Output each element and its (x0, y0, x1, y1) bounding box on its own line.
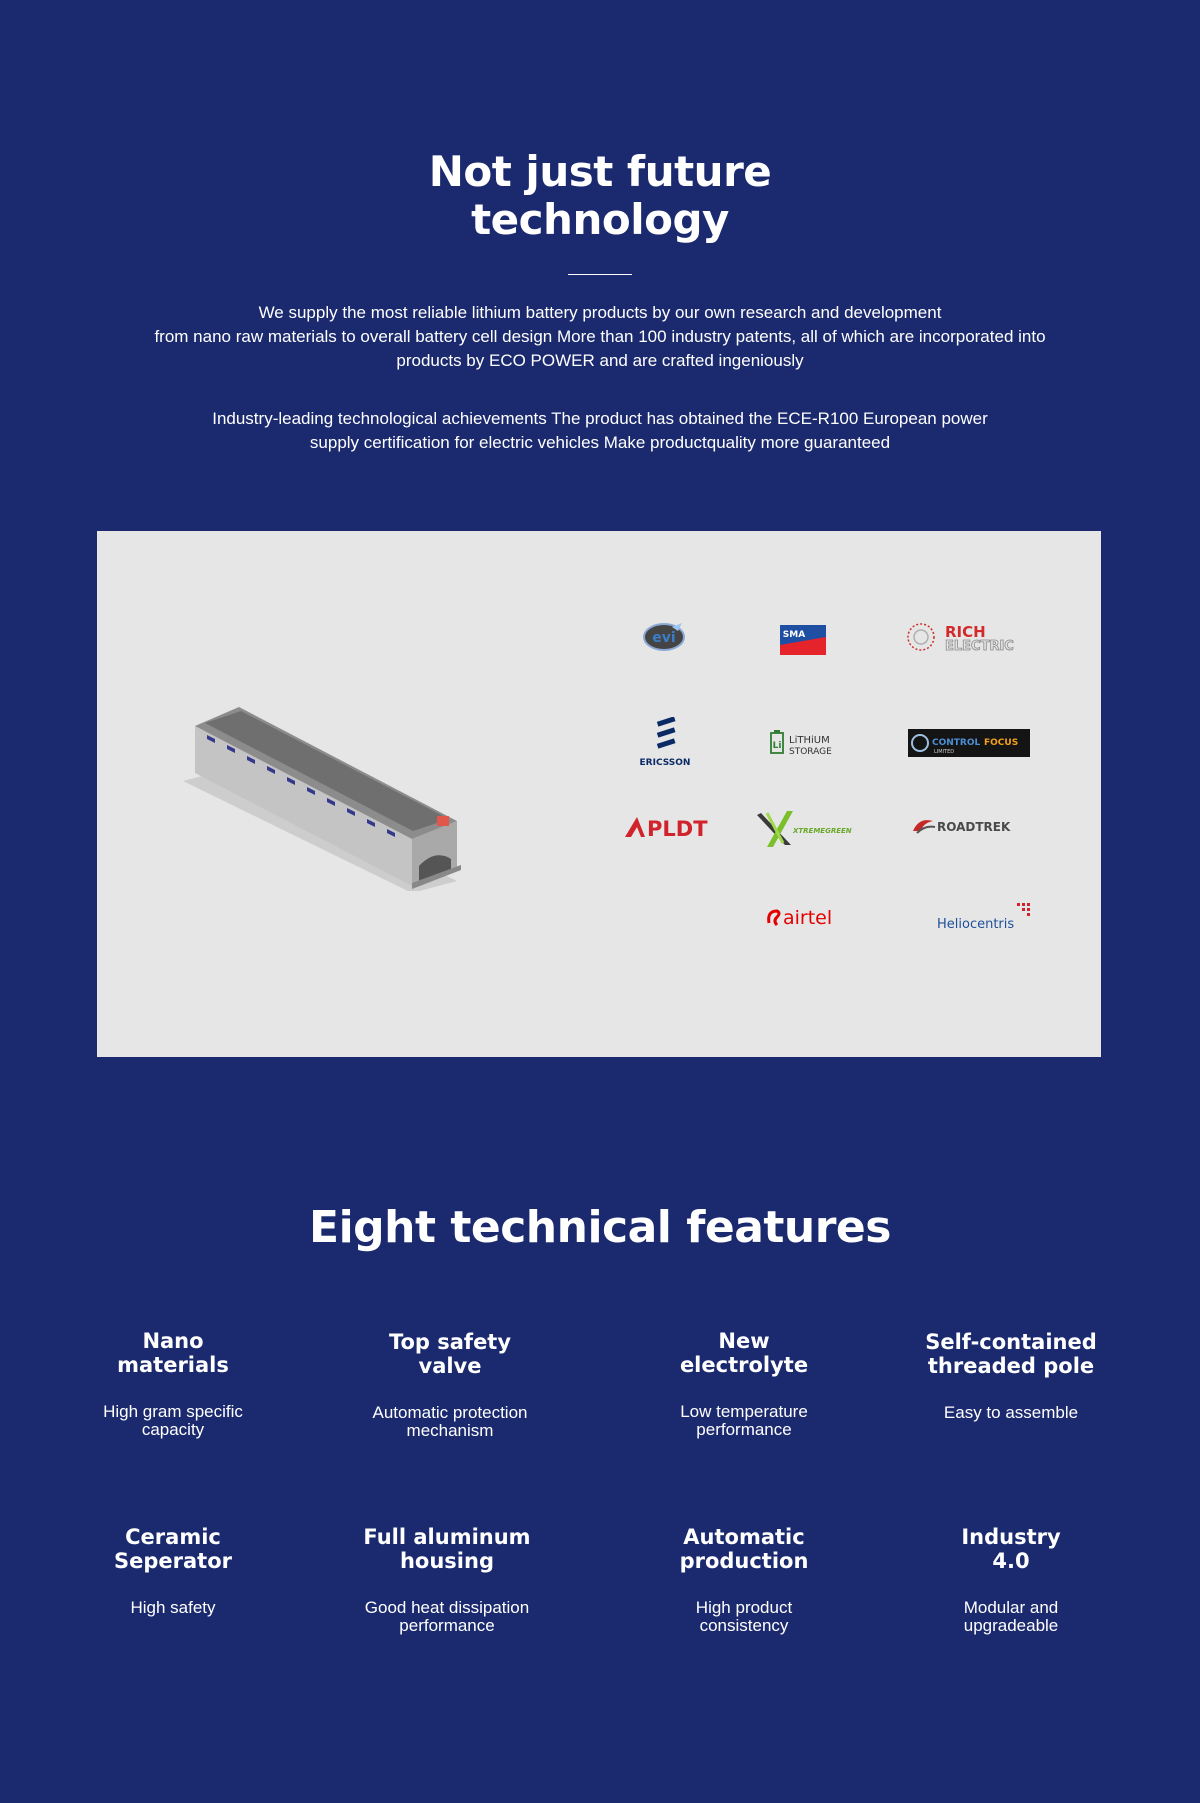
intro-line: from nano raw materials to overall battery cell design More than 100 industry patents, all of which are incorporated into (154, 327, 1046, 346)
feature-name (886, 1330, 1136, 1378)
feature-description-line: performance (696, 1420, 792, 1439)
feature-description-line: Automatic protection (372, 1403, 528, 1422)
feature-name-line: Ceramic (125, 1525, 221, 1549)
pldt-logo-text: PLDT (647, 817, 708, 841)
partner-logo-control-focus (908, 729, 1030, 757)
evi-logo-text: evi (652, 630, 676, 646)
feature-name (886, 1525, 1136, 1573)
feature-name-line: New (718, 1329, 770, 1353)
control-focus-logo-icon (908, 729, 1030, 757)
feature-name (322, 1525, 572, 1573)
xtremegreen-logo-icon (757, 809, 869, 849)
sma-logo-text: SMA (782, 630, 806, 640)
feature-name-line: Seperator (114, 1549, 232, 1573)
sma-logo-icon (780, 625, 826, 655)
features-title: Eight technical features (309, 1202, 891, 1253)
feature-name-line: Nano (142, 1329, 204, 1353)
feature-new-electrolyte (619, 1329, 869, 1439)
feature-description (48, 1403, 298, 1439)
feature-description-line: Modular and (963, 1598, 1059, 1617)
rich-logo-text: RICH (945, 623, 986, 641)
feature-nano-materials (48, 1329, 298, 1439)
feature-name (619, 1329, 869, 1377)
feature-name-line: electrolyte (679, 1353, 809, 1377)
feature-name-line: Industry (961, 1525, 1061, 1549)
heliocentris-logo-text: Heliocentris (937, 917, 1015, 932)
feature-description (619, 1403, 869, 1439)
feature-name-line: threaded pole (927, 1354, 1095, 1378)
battery-module-image (177, 661, 517, 891)
feature-description (886, 1599, 1136, 1635)
feature-industry-4-0 (886, 1525, 1136, 1635)
feature-name-line: Self-contained (925, 1330, 1097, 1354)
feature-description-line: High gram specific (103, 1402, 243, 1421)
feature-description-line: capacity (141, 1420, 205, 1439)
partner-logo-lithium-storage (769, 729, 845, 757)
feature-description-line: upgradeable (963, 1616, 1059, 1635)
feature-name-line: housing (399, 1549, 494, 1573)
feature-name (619, 1525, 869, 1573)
electric-logo-text: ELECTRIC (945, 639, 1014, 654)
partner-logo-roadtrek (911, 815, 1027, 837)
title-divider (568, 274, 632, 275)
feature-name-line: materials (117, 1353, 229, 1377)
focus-logo-text: FOCUS (984, 738, 1019, 748)
hero-title-line: technology (471, 195, 729, 244)
feature-description-line: Good heat dissipation (364, 1598, 530, 1617)
partner-logo-sma (780, 625, 826, 655)
feature-description-line: High safety (130, 1598, 216, 1617)
feature-description (322, 1599, 572, 1635)
feature-description-line: consistency (699, 1616, 789, 1635)
feature-name (48, 1525, 298, 1573)
partner-logo-xtremegreen (757, 809, 869, 849)
feature-name-line: Automatic (683, 1525, 805, 1549)
rich-electric-logo-icon (907, 619, 1032, 655)
roadtrek-logo-icon (911, 815, 1027, 837)
feature-automatic-production (619, 1525, 869, 1635)
feature-name-line: Full aluminum (363, 1525, 531, 1549)
intro-line: We supply the most reliable lithium battery products by our own research and development (258, 303, 942, 322)
roadtrek-logo-text: ROADTREK (937, 820, 1011, 834)
pldt-logo-icon (623, 813, 709, 841)
feature-name (48, 1329, 298, 1377)
xtremegreen-logo-text: XTREMEGREEN (793, 827, 852, 835)
feature-description-line: High product (695, 1598, 793, 1617)
limited-logo-text: LIMITED (934, 749, 955, 755)
airtel-logo-text: airtel (783, 907, 833, 929)
feature-name-line: production (679, 1549, 809, 1573)
feature-full-aluminum-housing (322, 1525, 572, 1635)
feature-ceramic-seperator (48, 1525, 298, 1617)
partner-logo-airtel (765, 903, 845, 931)
intro-paragraph (100, 301, 1100, 373)
svg-text:Li: Li (772, 741, 782, 751)
certification-line: Industry-leading technological achievements The product has obtained the ECE-R100 European power (212, 409, 988, 428)
feature-self-contained-threaded-pole (886, 1330, 1136, 1422)
certification-paragraph (100, 407, 1100, 455)
feature-top-safety-valve (325, 1330, 575, 1440)
ericsson-logo-text: ERICSSON (639, 758, 691, 768)
partner-logo-rich-electric (907, 619, 1032, 655)
hero-title-line: Not just future (428, 147, 772, 196)
partner-logo-heliocentris (937, 901, 1033, 933)
feature-name-line: valve (418, 1354, 482, 1378)
product-partners-panel (97, 531, 1101, 1057)
feature-description-line: Low temperature (680, 1402, 808, 1421)
airtel-logo-icon (765, 903, 845, 931)
certification-line: supply certification for electric vehicles Make productquality more guaranteed (309, 433, 891, 452)
storage-logo-text: STORAGE (789, 747, 832, 757)
evi-logo-icon (642, 621, 688, 653)
lithium-storage-logo-icon (769, 729, 845, 757)
feature-description (886, 1404, 1136, 1422)
feature-name (325, 1330, 575, 1378)
feature-description (619, 1599, 869, 1635)
heliocentris-logo-icon (937, 901, 1033, 933)
feature-name-line: Top safety (388, 1330, 512, 1354)
partner-logo-evi (642, 621, 688, 653)
lithium-logo-text: LiTHiUM (789, 735, 830, 746)
control-logo-text: CONTROL (932, 738, 981, 748)
feature-description (325, 1404, 575, 1440)
feature-name-line: 4.0 (992, 1549, 1030, 1573)
feature-description-line: performance (399, 1616, 495, 1635)
feature-description-line: mechanism (406, 1421, 494, 1440)
feature-description-line: Easy to assemble (943, 1403, 1079, 1422)
ericsson-logo-icon (635, 717, 695, 769)
intro-line: products by ECO POWER and are crafted ingeniously (396, 351, 804, 370)
partner-logo-pldt (623, 813, 709, 841)
hero-title (0, 148, 1200, 244)
partner-logo-ericsson (635, 717, 695, 769)
feature-description (48, 1599, 298, 1617)
